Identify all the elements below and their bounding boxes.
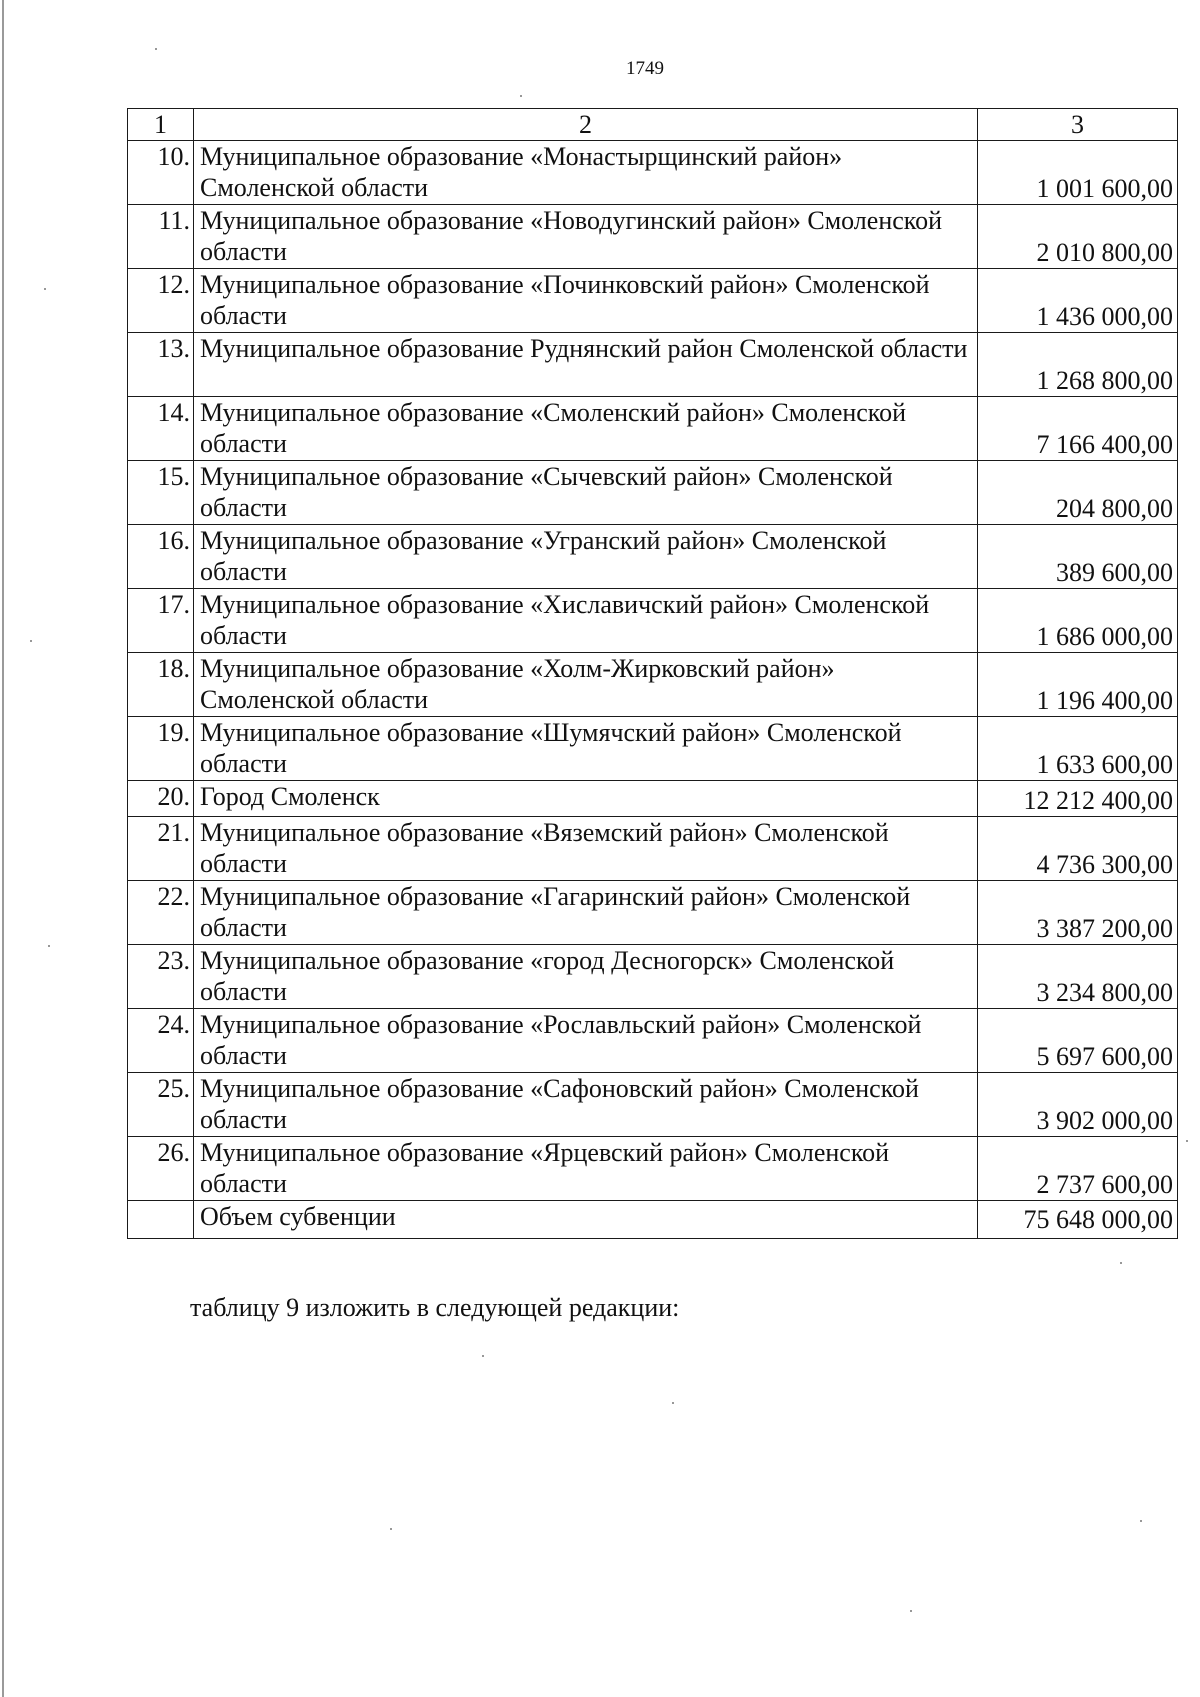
- row-number-cell: 16.: [128, 525, 194, 589]
- amount-cell: 2 737 600,00: [978, 1137, 1178, 1201]
- page-number: 1749: [626, 58, 664, 79]
- amount-cell: 1 686 000,00: [978, 589, 1178, 653]
- table-row: [128, 397, 1178, 461]
- municipality-name-cell: Муниципальное образование «Вяземский район» Смоленской области: [194, 817, 978, 881]
- following-instruction-text: таблицу 9 изложить в следующей редакции:: [190, 1293, 680, 1322]
- municipality-name-cell: Муниципальное образование «город Десногорск» Смоленской области: [194, 945, 978, 1009]
- row-number-cell: 14.: [128, 397, 194, 461]
- row-number-cell: 26.: [128, 1137, 194, 1201]
- amount-cell: 4 736 300,00: [978, 817, 1178, 881]
- scan-speck: [482, 1355, 484, 1357]
- table-row: [128, 205, 1178, 269]
- amount-cell: 1 196 400,00: [978, 653, 1178, 717]
- table-row: [128, 817, 1178, 881]
- table-row: [128, 1073, 1178, 1137]
- scan-edge-line: [2, 0, 4, 1697]
- municipality-name-cell: Муниципальное образование «Гагаринский район» Смоленской области: [194, 881, 978, 945]
- amount-cell: 1 436 000,00: [978, 269, 1178, 333]
- amount-cell: 3 234 800,00: [978, 945, 1178, 1009]
- table-row: [128, 461, 1178, 525]
- total-number-cell: [128, 1201, 194, 1239]
- table-row: [128, 1009, 1178, 1073]
- row-number-cell: 23.: [128, 945, 194, 1009]
- table-row: [128, 653, 1178, 717]
- scan-speck: [1120, 1262, 1122, 1264]
- scan-speck: [910, 1610, 912, 1612]
- scan-speck: [1186, 1140, 1188, 1142]
- row-number-cell: 25.: [128, 1073, 194, 1137]
- total-amount-cell: 75 648 000,00: [978, 1201, 1178, 1239]
- row-number-cell: 19.: [128, 717, 194, 781]
- row-number-cell: 21.: [128, 817, 194, 881]
- total-label-cell: Объем субвенции: [194, 1201, 978, 1239]
- table-row: [128, 1137, 1178, 1201]
- municipality-name-cell: Муниципальное образование «Сафоновский район» Смоленской области: [194, 1073, 978, 1137]
- table-header-row: [128, 109, 1178, 141]
- row-number-cell: 10.: [128, 141, 194, 205]
- scan-speck: [1140, 1520, 1142, 1522]
- table-row: [128, 525, 1178, 589]
- header-cell-3: 3: [978, 109, 1178, 141]
- amount-cell: 12 212 400,00: [978, 781, 1178, 817]
- scan-speck: [48, 945, 50, 947]
- scan-speck: [672, 1402, 674, 1404]
- row-number-cell: 20.: [128, 781, 194, 817]
- subvention-table: [127, 108, 1178, 1239]
- municipality-name-cell: Муниципальное образование «Шумячский район» Смоленской области: [194, 717, 978, 781]
- table-row: [128, 945, 1178, 1009]
- table-row: [128, 141, 1178, 205]
- amount-cell: 1 001 600,00: [978, 141, 1178, 205]
- row-number-cell: 18.: [128, 653, 194, 717]
- table-row: [128, 881, 1178, 945]
- row-number-cell: 17.: [128, 589, 194, 653]
- scan-speck: [155, 48, 157, 50]
- table-row: [128, 269, 1178, 333]
- scan-speck: [30, 640, 32, 642]
- amount-cell: 1 633 600,00: [978, 717, 1178, 781]
- scan-speck: [520, 95, 522, 97]
- amount-cell: 7 166 400,00: [978, 397, 1178, 461]
- amount-cell: 1 268 800,00: [978, 333, 1178, 397]
- amount-cell: 5 697 600,00: [978, 1009, 1178, 1073]
- municipality-name-cell: Муниципальное образование «Холм-Жирковский район» Смоленской области: [194, 653, 978, 717]
- municipality-name-cell: Муниципальное образование Руднянский район Смоленской области: [194, 333, 978, 397]
- row-number-cell: 12.: [128, 269, 194, 333]
- header-cell-1: 1: [128, 109, 194, 141]
- municipality-name-cell: Муниципальное образование «Угранский район» Смоленской области: [194, 525, 978, 589]
- header-cell-2: 2: [194, 109, 978, 141]
- table-row: [128, 589, 1178, 653]
- amount-cell: 204 800,00: [978, 461, 1178, 525]
- row-number-cell: 22.: [128, 881, 194, 945]
- row-number-cell: 24.: [128, 1009, 194, 1073]
- table-row: [128, 781, 1178, 817]
- row-number-cell: 11.: [128, 205, 194, 269]
- municipality-name-cell: Муниципальное образование «Новодугинский район» Смоленской области: [194, 205, 978, 269]
- amount-cell: 3 902 000,00: [978, 1073, 1178, 1137]
- scan-speck: [44, 288, 46, 290]
- municipality-name-cell: Муниципальное образование «Хиславичский район» Смоленской области: [194, 589, 978, 653]
- municipality-name-cell: Муниципальное образование «Сычевский район» Смоленской области: [194, 461, 978, 525]
- scan-speck: [390, 1528, 392, 1530]
- amount-cell: 389 600,00: [978, 525, 1178, 589]
- table-row: [128, 717, 1178, 781]
- municipality-name-cell: Город Смоленск: [194, 781, 978, 817]
- municipality-name-cell: Муниципальное образование «Монастырщинский район» Смоленской области: [194, 141, 978, 205]
- municipality-name-cell: Муниципальное образование «Починковский район» Смоленской области: [194, 269, 978, 333]
- municipality-name-cell: Муниципальное образование «Смоленский район» Смоленской области: [194, 397, 978, 461]
- row-number-cell: 15.: [128, 461, 194, 525]
- table-row: [128, 333, 1178, 397]
- row-number-cell: 13.: [128, 333, 194, 397]
- amount-cell: 3 387 200,00: [978, 881, 1178, 945]
- municipality-name-cell: Муниципальное образование «Ярцевский район» Смоленской области: [194, 1137, 978, 1201]
- table-total-row: [128, 1201, 1178, 1239]
- amount-cell: 2 010 800,00: [978, 205, 1178, 269]
- municipality-name-cell: Муниципальное образование «Рославльский район» Смоленской области: [194, 1009, 978, 1073]
